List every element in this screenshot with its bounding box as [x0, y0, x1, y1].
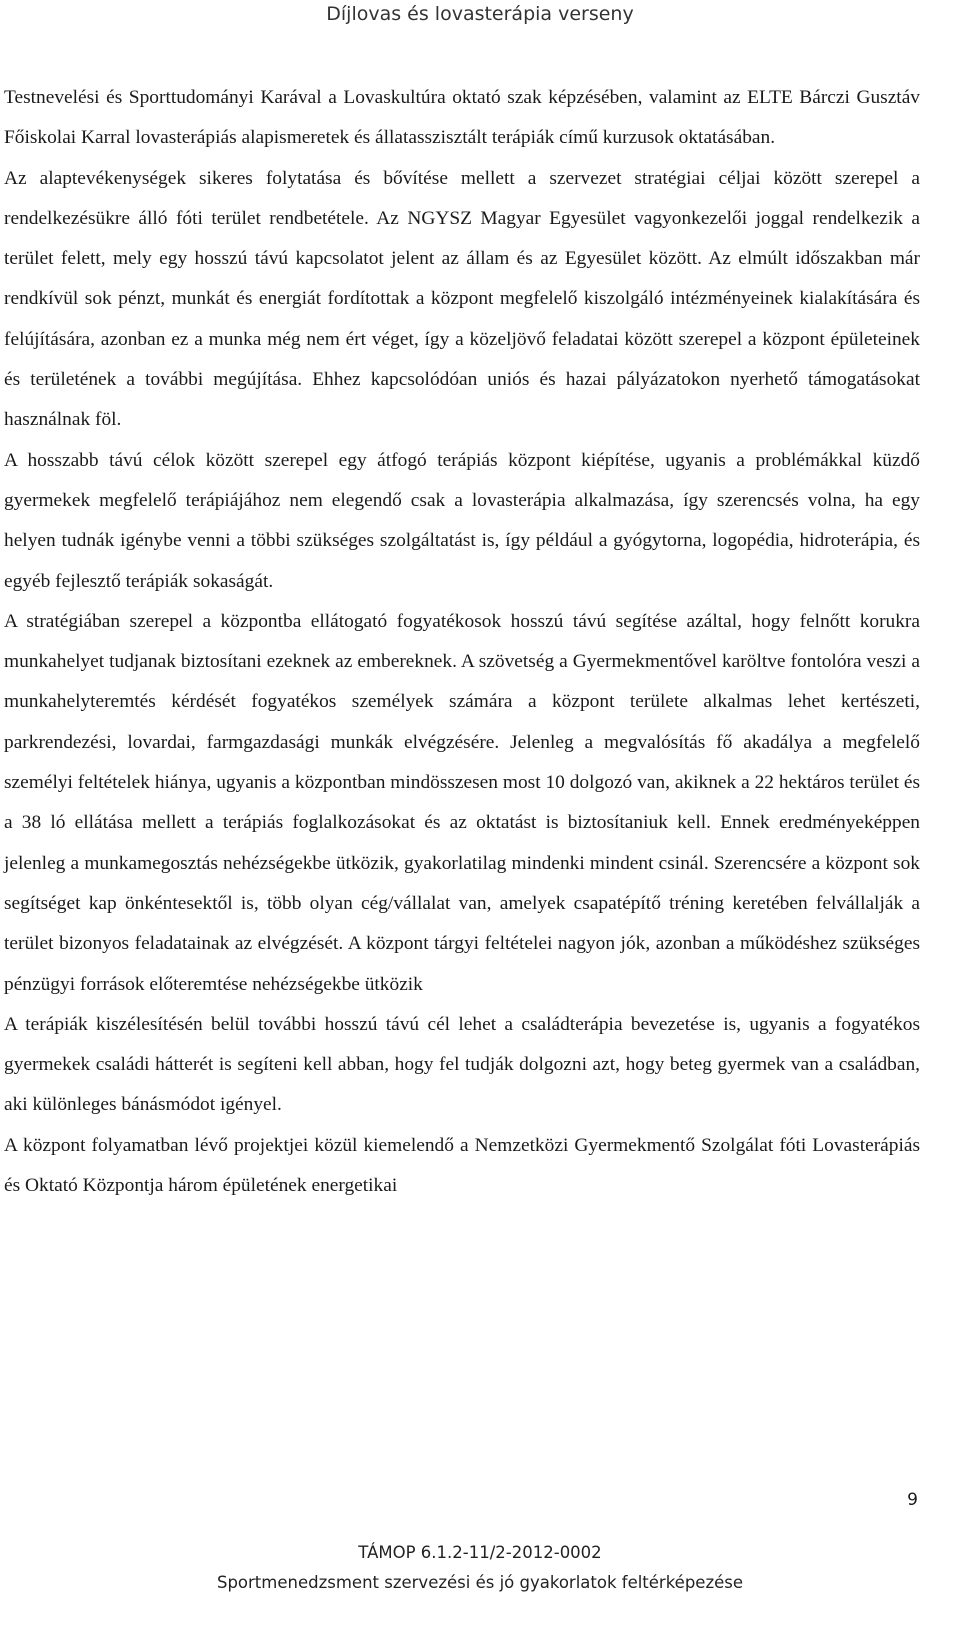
header-title: Díjlovas és lovasterápia verseny	[326, 3, 634, 25]
page-number: 9	[907, 1490, 918, 1510]
document-body	[4, 78, 920, 1206]
paragraph: A hosszabb távú célok között szerepel egy átfogó terápiás központ kiépítése, ugyanis a problémákkal küzdő gyermekek megfelelő terápiájához nem elegendő csak a lovasterápia alkalmazása, így szerencsés volna, ha egy helyen tudnák igénybe venni a többi szükséges szolgáltatást is, így például a gyógytorna, logopédia, hidroterápia, és egyéb fejlesztő terápiák sokaságát.	[4, 449, 920, 592]
paragraph: Az alaptevékenységek sikeres folytatása és bővítése mellett a szervezet stratégiai céljai között szerepel a rendelkezésükre álló fóti terület rendbetétele. Az NGYSZ Magyar Egyesület vagyonkezelői joggal rendelkezik a terület felett, mely egy hosszú távú kapcsolatot jelent az állam és az Egyesület között. Az elmúlt időszakban már rendkívül sok pénzt, munkát és energiát fordítottak a központ megfelelő kiszolgáló intézményeinek kialakítására és felújítására, azonban ez a munka még nem ért véget, így a közeljövő feladatai között szerepel a központ épületeinek és területének a további megújítása. Ehhez kapcsolódóan uniós és hazai pályázatokon nyerhető támogatásokat használnak föl.	[4, 167, 920, 431]
footer-project-title: Sportmenedzsment szervezési és jó gyakorlatok feltérképezése	[216, 1573, 744, 1592]
running-header	[0, 0, 960, 30]
paragraph: A terápiák kiszélesítésén belül további hosszú távú cél lehet a családterápia bevezetése is, ugyanis a fogyatékos gyermekek családi hátterét is segíteni kell abban, hogy fel tudják dolgozni azt, hogy beteg gyermek van a családban, aki különleges bánásmódot igényel.	[4, 1013, 920, 1116]
paragraph: A központ folyamatban lévő projektjei közül kiemelendő a Nemzetközi Gyermekmentő Szolgálat fóti Lovasterápiás és Oktató Központja három épületének energetikai	[4, 1134, 920, 1197]
running-footer	[0, 1538, 960, 1598]
paragraph: Testnevelési és Sporttudományi Karával a Lovaskultúra oktató szak képzésében, valamint az ELTE Bárczi Gusztáv Főiskolai Karral lovasterápiás alapismeretek és állatasszisztált terápiák című kurzusok oktatásában.	[4, 87, 920, 149]
footer-project-code: TÁMOP 6.1.2-11/2-2012-0002	[358, 1543, 602, 1562]
paragraph: A stratégiában szerepel a központba ellátogató fogyatékosok hosszú távú segítése azáltal, hogy felnőtt korukra munkahelyet tudjanak biztosítani ezeknek az embereknek. A szövetség a Gyermekmentővel karöltve fontolóra veszi a munkahelyteremtés kérdését fogyatékos személyek számára a központ területe alkalmas lehet kertészeti, parkrendezési, lovardai, farmgazdasági munkák elvégzésére. Jelenleg a megvalósítás fő akadálya a megfelelő személyi feltételek hiánya, ugyanis a központban mindösszesen most 10 dolgozó van, akiknek a 22 hektáros terület és a 38 ló ellátása mellett a terápiás foglalkozásokat és az oktatást is biztosítaniuk kell. Ennek eredményeképpen jelenleg a munkamegosztás nehézségekbe ütközik, gyakorlatilag mindenki mindent csinál. Szerencsére a központ sok segítséget kap önkéntesektől is, több olyan cég/vállalat van, amelyek csapatépítő tréning keretében felvállalják a terület bizonyos feladatainak az elvégzését. A központ tárgyi feltételei nagyon jók, azonban a működéshez szükséges pénzügyi források előteremtése nehézségekbe ütközik	[4, 610, 920, 995]
